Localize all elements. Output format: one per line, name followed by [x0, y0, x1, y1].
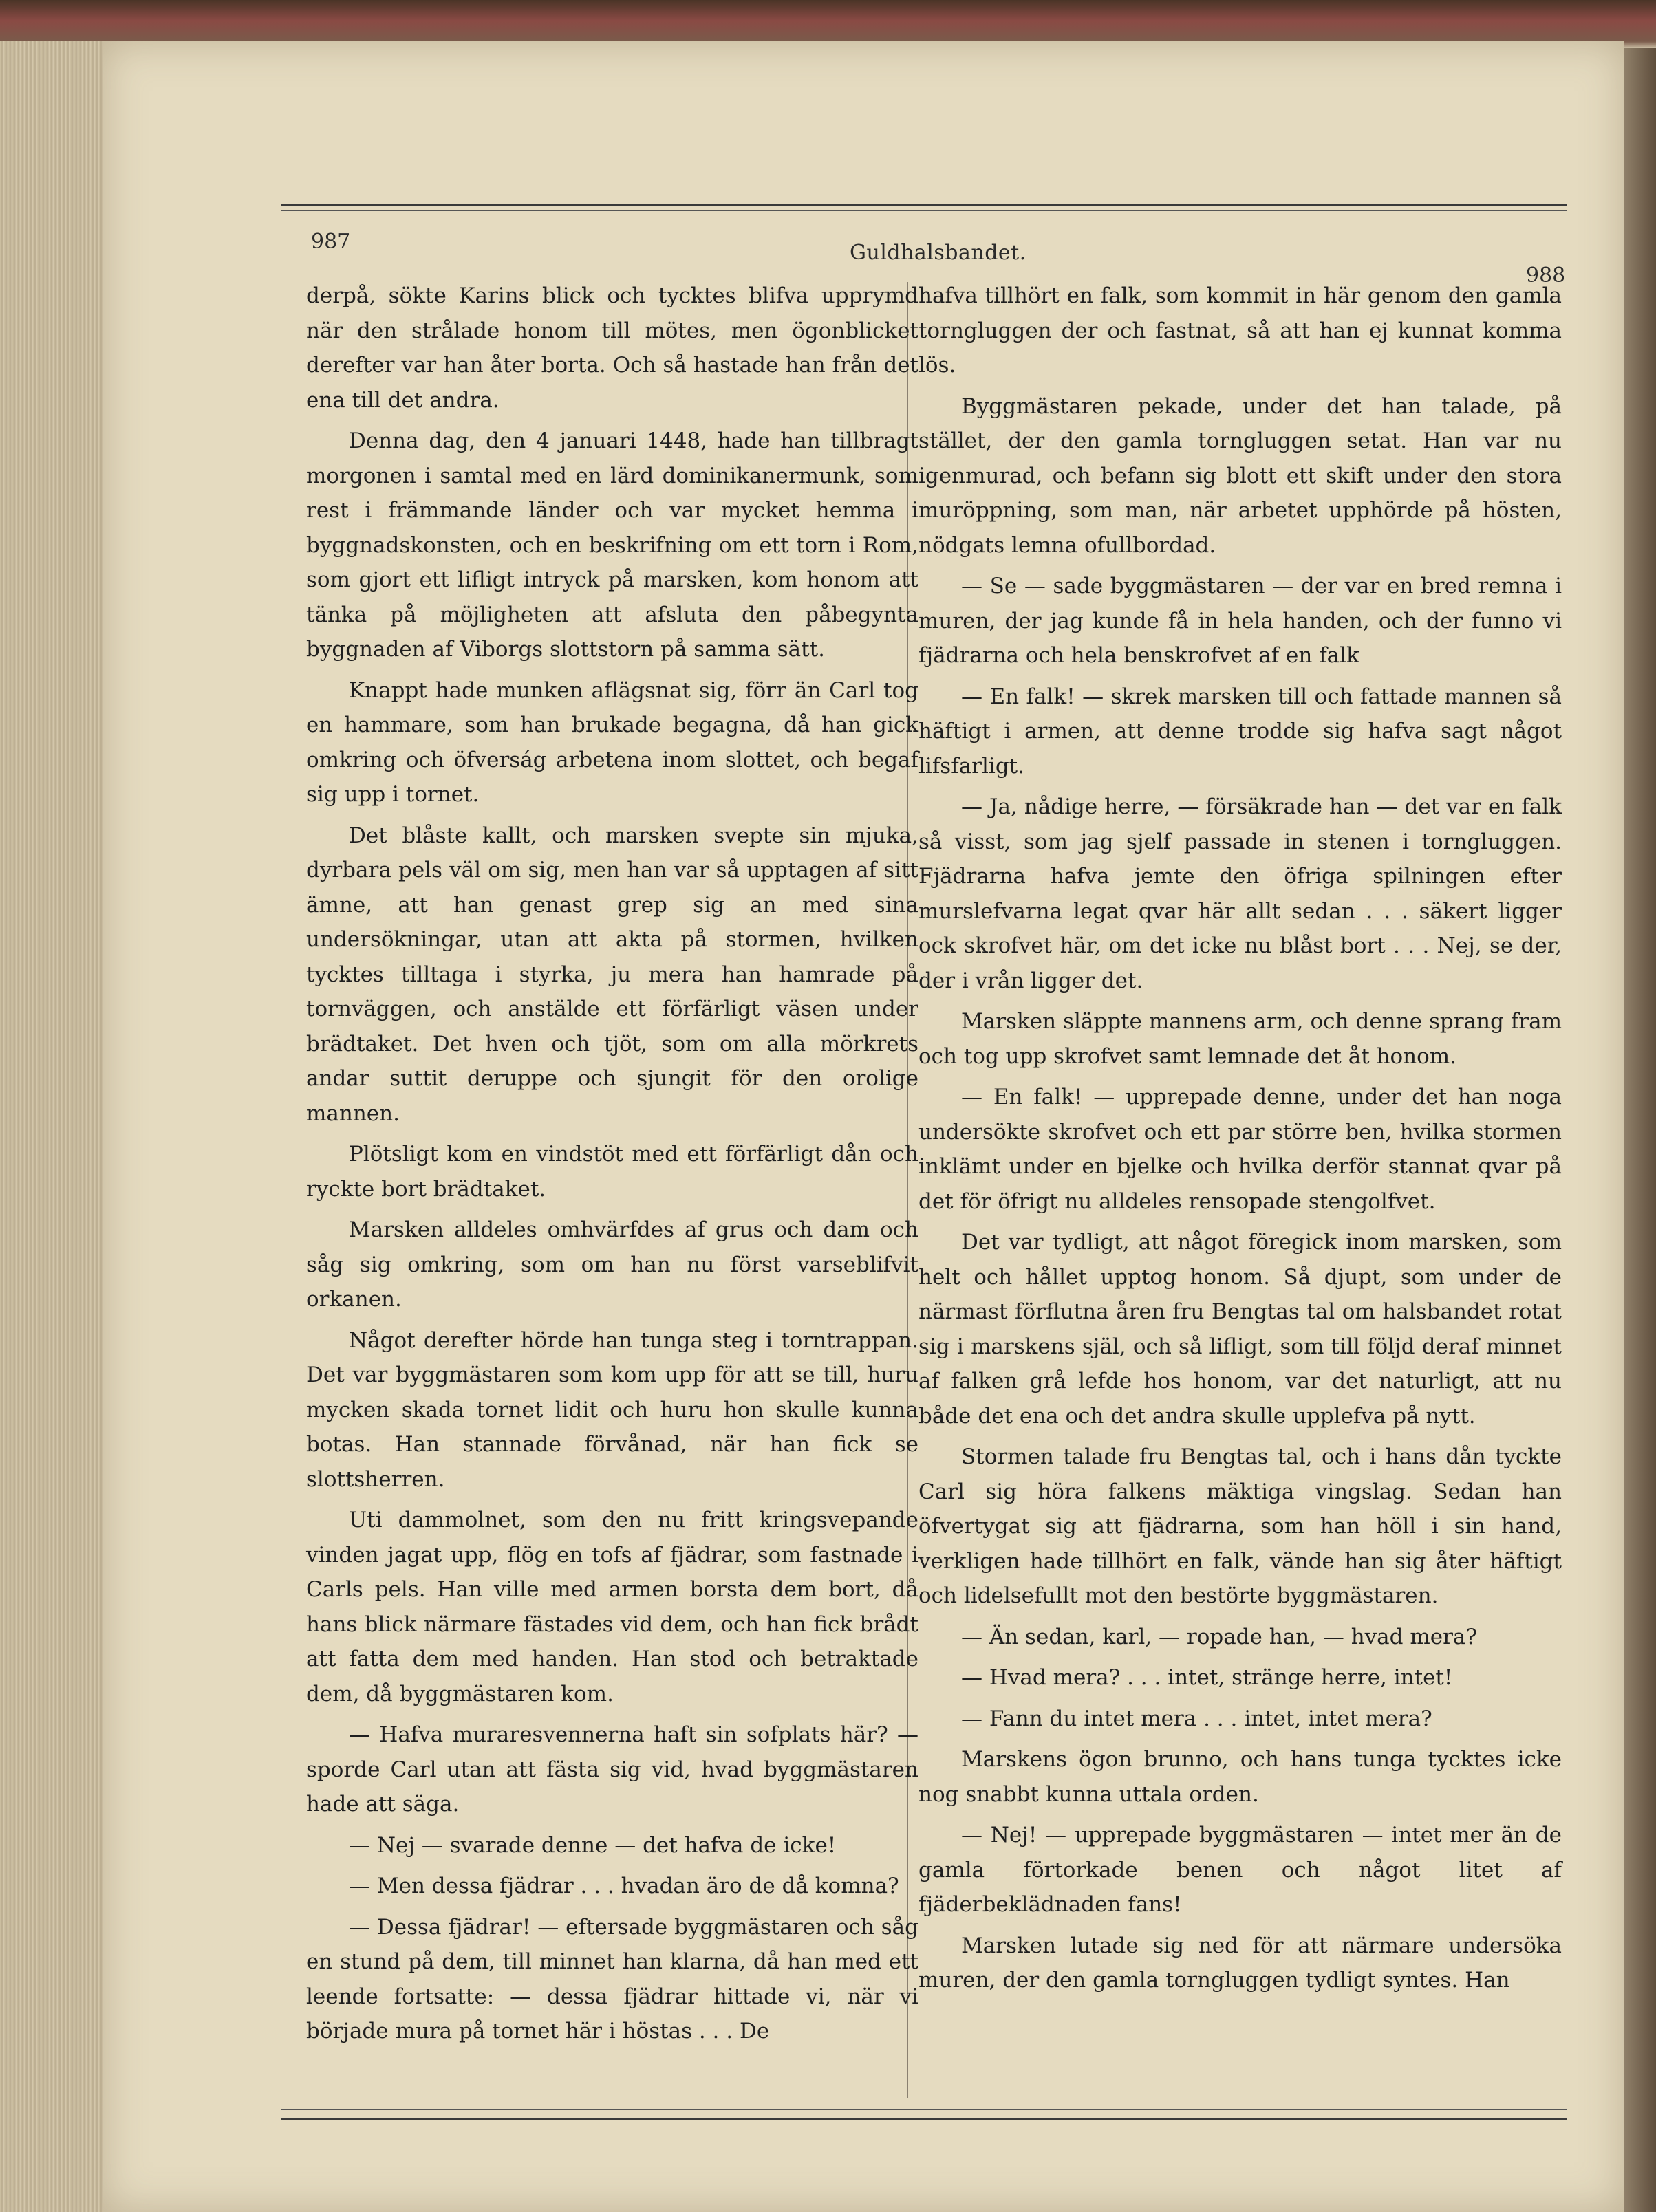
- paragraph: Uti dammolnet, som den nu fritt kringsvepande vinden jagat upp, flög en tofs af fjädrar, som fastnade i Carls pels. Han ville med armen borsta dem bort, då hans blick närmare fästades vid dem, och han fick brådt att fatta dem med handen. Han stod och betraktade dem, då byggmästaren kom.: [306, 1508, 918, 1706]
- paragraph: Det blåste kallt, och marsken svepte sin mjuka, dyrbara pels väl om sig, men han var så upptagen af sitt ämne, att han genast grep sig an med sina undersökningar, utan att akta på stormen, hvilken tycktes tilltaga i styrka, ju mera han hamrade på tornväggen, och anstälde ett förfärligt väsen under brädtaket. Det hven och tjöt, som om alla mörkrets andar suttit deruppe och sjungit för den orolige mannen.: [306, 823, 918, 1126]
- paragraph: derpå, sökte Karins blick och tycktes blifva upprymd när den strålade honom till mötes, men ögonblicket derefter var han åter borta. Och så hastade han från det ena till det andra.: [306, 283, 918, 413]
- paragraph: Marsken alldeles omhvärfdes af grus och dam och såg sig omkring, som om han nu först varseblifvit orkanen.: [306, 1217, 918, 1312]
- paragraph: — Ja, nådige herre, — försäkrade han — det var en falk så visst, som jag sjelf passade in stenen i torngluggen. Fjädrarna hafva jemte den öfriga spilningen efter murslefvarna legat qvar här allt sedan . . . säkert ligger ock skrofvet här, om det icke nu blåst bort . . . Nej, se der, der i vrån ligger det.: [918, 794, 1562, 993]
- paragraph: Något derefter hörde han tunga steg i torntrappan. Det var byggmästaren som kom upp för att se till, huru mycken skada tornet lidit och huru hon skulle kunna botas. Han stannade förvånad, när han fick se slottsherren.: [306, 1327, 918, 1492]
- page-frame-inner-top: [281, 210, 1567, 211]
- paragraph: Knappt hade munken aflägsnat sig, förr än Carl tog en hammare, som han brukade begagna, då han gick omkring och öfverság arbetena inom slottet, och begaf sig upp i tornet.: [306, 677, 918, 807]
- paragraph: Det var tydligt, att något föregick inom marsken, som helt och hållet upptog honom. Så djupt, som under de närmast förflutna åren fru Bengtas tal om halsbandet rotat sig i marskens själ, och så lifligt, som till följd deraf minnet af falken grå lefde hos honom, var det naturligt, att nu både det ena och det andra skulle upplefva på nytt.: [918, 1230, 1562, 1429]
- paragraph: — Nej — svarade denne — det hafva de icke!: [349, 1832, 837, 1858]
- paragraph: hafva tillhört en falk, som kommit in här genom den gamla torngluggen der och fastnat, så att han ej kunnat komma lös.: [918, 283, 1562, 378]
- right-column: [918, 279, 1562, 2004]
- paragraph: — Dessa fjädrar! — eftersade byggmästaren och såg en stund på dem, till minnet han klarna, då han med ett leende fortsatte: — dessa fjädrar hittade vi, när vi började mura på tornet här i höstas . . . De: [306, 1914, 918, 2043]
- running-title: Guldhalsbandet.: [850, 241, 1026, 265]
- paragraph: Marsken släppte mannens arm, och denne sprang fram och tog upp skrofvet samt lemnade det åt honom.: [918, 1009, 1562, 1069]
- paragraph: — Fann du intet mera . . . intet, intet mera?: [961, 1706, 1432, 1731]
- paragraph: — Se — sade byggmästaren — der var en bred remna i muren, der jag kunde få in hela handen, och der funno vi fjädrarna och hela benskrofvet af en falk: [918, 574, 1562, 668]
- paragraph: — Nej! — upprepade byggmästaren — intet mer än de gamla förtorkade benen och något litet af fjäderbeklädnaden fans!: [918, 1823, 1562, 1917]
- paragraph: Marsken lutade sig ned för att närmare undersöka muren, der den gamla torngluggen tydligt syntes. Han: [918, 1933, 1562, 1993]
- paragraph: — En falk! — upprepade denne, under det han noga undersökte skrofvet och ett par större ben, hvilka stormen inklämt under en bjelke och hvilka derför stannat qvar på det för öfrigt nu alldeles rensopade stengolfvet.: [918, 1085, 1562, 1214]
- page-frame-inner-bottom: [281, 2109, 1567, 2110]
- left-column: [306, 279, 918, 2055]
- page-number-left: 987: [311, 230, 351, 254]
- paragraph: — Hafva muraresvennerna haft sin sofplats här? — sporde Carl utan att fästa sig vid, hvad byggmästaren hade att säga.: [306, 1722, 918, 1817]
- paragraph: — En falk! — skrek marsken till och fattade mannen så häftigt i armen, att denne trodde sig hafva sagt något lifsfarligt.: [918, 684, 1562, 779]
- paragraph: — Hvad mera? . . . intet, stränge herre, intet!: [961, 1665, 1453, 1690]
- page-edges: [0, 41, 107, 2212]
- paragraph: Plötsligt kom en vindstöt med ett förfärligt dån och ryckte bort brädtaket.: [306, 1142, 918, 1202]
- paragraph: Marskens ögon brunno, och hans tunga tycktes icke nog snabbt kunna uttala orden.: [918, 1747, 1562, 1807]
- paragraph: — Än sedan, karl, — ropade han, — hvad mera?: [961, 1624, 1478, 1649]
- paragraph: Byggmästaren pekade, under det han talade, på stället, der den gamla torngluggen setat. Han var nu igenmurad, och befann sig blott ett skift under den stora muröppning, som man, när arbetet upphörde på hösten, nödgats lemna ofullbordad.: [918, 393, 1562, 558]
- paragraph: — Men dessa fjädrar . . . hvadan äro de då komna?: [349, 1874, 899, 1898]
- page-number-right: 988: [1526, 263, 1566, 288]
- paragraph: Denna dag, den 4 januari 1448, hade han tillbragt morgonen i samtal med en lärd dominikanermunk, som rest i främmande länder och var mycket hemma i byggnadskonsten, och en beskrifning om ett torn i Rom, som gjort ett lifligt intryck på marsken, kom honom att tänka på möjligheten att afsluta den påbegynta byggnaden af Viborgs slottstorn på samma sätt.: [306, 429, 918, 662]
- paragraph: Stormen talade fru Bengtas tal, och i hans dån tyckte Carl sig höra falkens mäktiga vingslag. Sedan han öfvertygat sig att fjädrarna, som han höll i sin hand, verkligen hade tillhört en falk, vände han sig åter häftigt och lidelsefullt mot den bestörte byggmästaren.: [918, 1444, 1562, 1608]
